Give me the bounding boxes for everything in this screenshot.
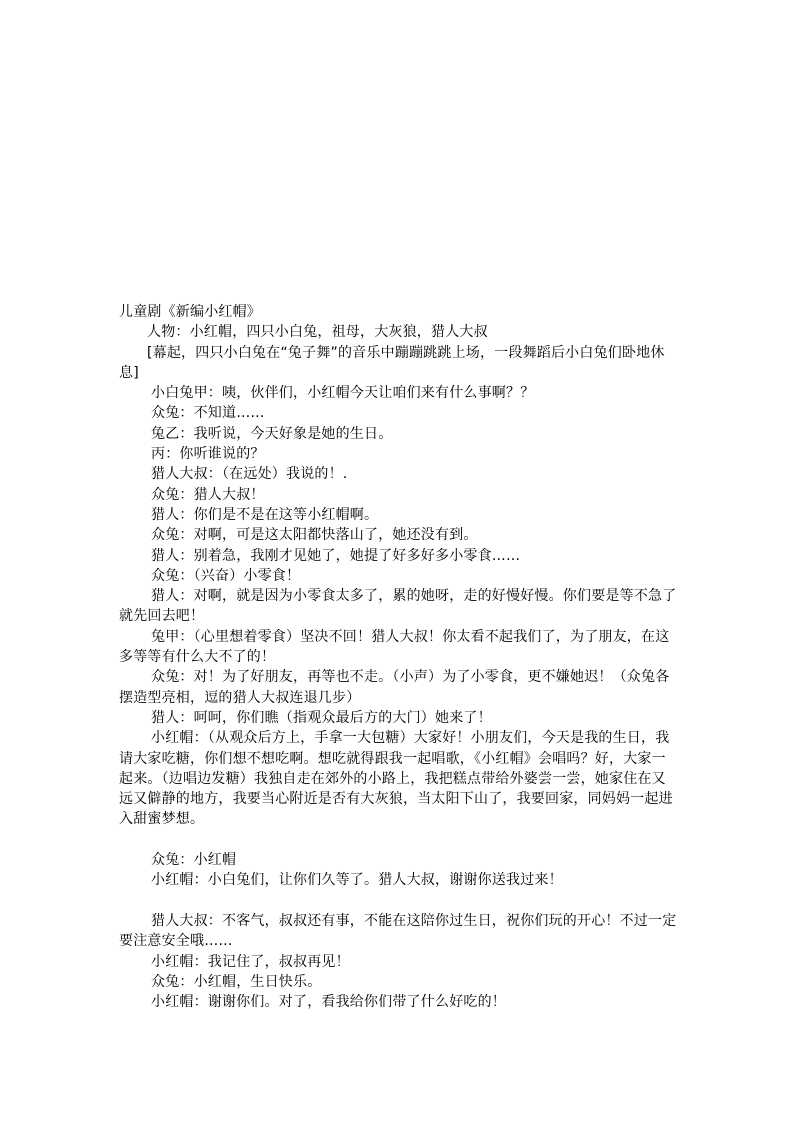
- dialogue-line: 众兔：对！为了好朋友，再等也不走。（小声）为了小零食，更不嫌她迟！（众兔各摆造型亮相，逗的猎人大叔连退几步）: [119, 669, 670, 706]
- dialogue-line: 兔乙：我听说，今天好象是她的生日。: [151, 425, 393, 442]
- blank-line: [119, 830, 679, 850]
- dialogue-line: 众兔：不知道……: [151, 405, 265, 422]
- dialogue-line: 猎人大叔：不客气，叔叔还有事，不能在这陪你过生日，祝你们玩的开心！不过一定要注意安全哦……: [119, 912, 677, 950]
- dialogue-line: 众兔：（兴奋）小零食！: [151, 567, 301, 584]
- dialogue-line: 兔甲：（心里想着零食）坚决不回！猎人大叔！你太看不起我们了，为了朋友，在这多等等有什么大不了的！: [119, 628, 670, 666]
- script-title: 儿童剧《新编小红帽》: [119, 304, 261, 320]
- stage-direction: [幕起，四只小白兔在“兔子舞”的音乐中蹦蹦跳跳上场，一段舞蹈后小白兔们卧地休息]: [119, 344, 665, 381]
- dialogue-line: 众兔：小红帽，生日快乐。: [151, 973, 322, 990]
- dialogue-line: 小红帽：我记住了，叔叔再见！: [151, 953, 350, 970]
- dialogue-line: 丙：你听谁说的？: [151, 446, 265, 463]
- dialogue-line: 小红帽：（从观众后方上，手拿一大包糖）大家好！小朋友们，今天是我的生日，我请大家吃糖，你们想不想吃啊。想吃就得跟我一起唱歌，《小红帽》会唱吗？好，大家一起来。（边唱边发糖）我独自走在郊外的小路上，我把糕点带给外婆尝一尝，她家住在又远又僻静的地方，我要当心附近是否有大灰狼，当太阳下山了，我要回家，同妈妈一起进入甜蜜梦想。: [119, 730, 673, 828]
- dialogue-line: 小红帽：谢谢你们。对了，看我给你们带了什么好吃的！: [151, 994, 506, 1011]
- script-body: [119, 302, 679, 1012]
- blank-line: [119, 891, 679, 911]
- dialogue-line: 猎人：呵呵，你们瞧（指观众最后方的大门）她来了！: [151, 709, 492, 726]
- dialogue-line: 小白兔甲：咦，伙伴们，小红帽今天让咱们来有什么事啊？？: [151, 385, 535, 402]
- characters-line: 人物：小红帽，四只小白兔，祖母，大灰狼，猎人大叔: [147, 324, 488, 341]
- dialogue-line: 众兔：对啊，可是这太阳都快落山了，她还没有到。: [151, 527, 478, 544]
- dialogue-line: 猎人大叔：（在远处）我说的！.: [151, 466, 348, 483]
- dialogue-line: 猎人：对啊，就是因为小零食太多了，累的她呀，走的好慢好慢。你们要是等不急了就先回去吧！: [119, 588, 677, 625]
- dialogue-line: 猎人：别着急，我刚才见她了，她提了好多好多小零食……: [151, 547, 521, 564]
- dialogue-line: 众兔：小红帽: [151, 852, 237, 869]
- dialogue-line: 猎人：你们是不是在这等小红帽啊。: [151, 506, 379, 523]
- dialogue-line: 众兔：猎人大叔！: [151, 486, 265, 503]
- dialogue-line: 小红帽：小白兔们，让你们久等了。猎人大叔，谢谢你送我过来！: [151, 872, 563, 889]
